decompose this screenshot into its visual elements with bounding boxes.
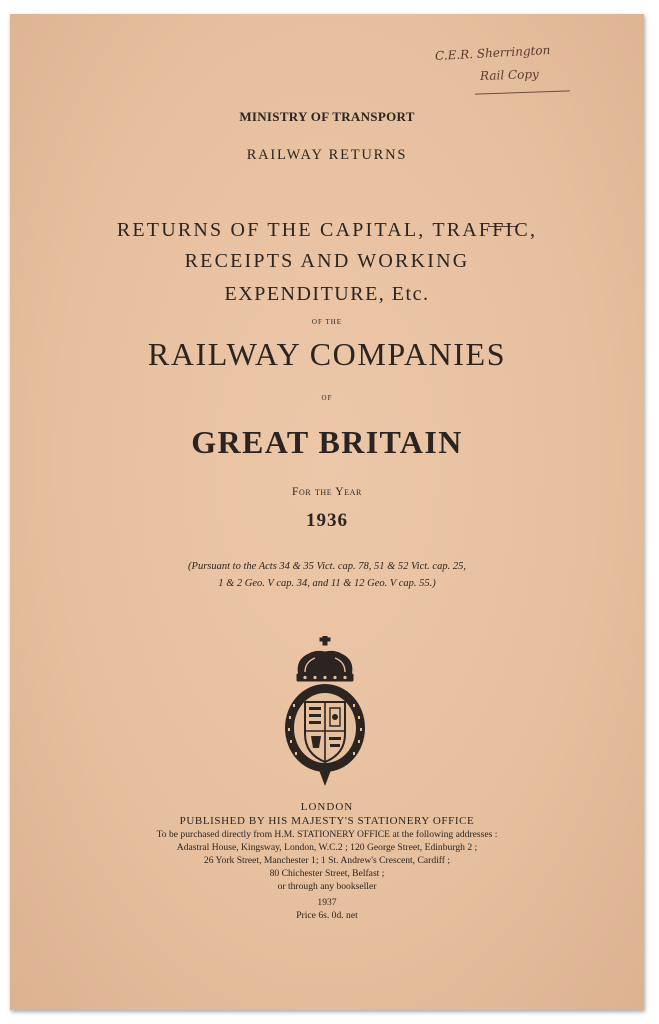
signature-line-name: C.E.R. Sherrington [434,42,551,64]
imprint-city: LONDON [300,801,354,813]
series-heading: RAILWAY RETURNS [246,147,408,163]
for-the-year-label: For the Year [292,486,362,498]
imprint-line-3: 26 York Street, Manchester 1; 1 St. Andrew's Crescent, Cardiff ; [203,855,451,866]
imprint-year: 1937 [317,897,337,908]
acts-note-line-1: (Pursuant to the Acts 34 & 35 Vict. cap. 78, 51 & 52 Vict. cap. 25, [188,561,466,572]
acts-note-line-2: 1 & 2 Geo. V cap. 34, and 11 & 12 Geo. V cap. 55.) [218,578,436,589]
of-the-label: OF THE [311,318,343,326]
royal-crest-icon [275,636,375,788]
imprint-line-2: Adastral House, Kingsway, London, W.C.2 ; 120 George Street, Edinburgh 2 ; [176,842,478,853]
of-label: OF [321,394,333,402]
imprint-line-4: 80 Chichester Street, Belfast ; [269,868,385,879]
title-line-3: EXPENDITURE, Etc. [224,283,430,305]
signature-line-note: Rail Copy [479,66,540,84]
imprint-price: Price 6s. 0d. net [296,910,358,921]
report-year: 1936 [306,510,348,531]
title-line-1: RETURNS OF THE CAPITAL, TRAFFIC, [116,219,538,241]
title-line-2: RECEIPTS AND WORKING [184,250,470,272]
report-cover [10,14,644,1010]
imprint-line-1: To be purchased directly from H.M. STATIONERY OFFICE at the following addresses : [156,829,498,840]
great-britain-title: GREAT BRITAIN [191,424,463,460]
imprint-publisher: PUBLISHED BY HIS MAJESTY'S STATIONERY OFFICE [179,815,475,827]
signature-underline [475,90,570,94]
imprint-line-5: or through any bookseller [277,881,377,892]
railway-companies-title: RAILWAY COMPANIES [147,336,507,372]
ministry-heading: MINISTRY OF TRANSPORT [239,109,415,124]
handwritten-signature [425,42,595,102]
